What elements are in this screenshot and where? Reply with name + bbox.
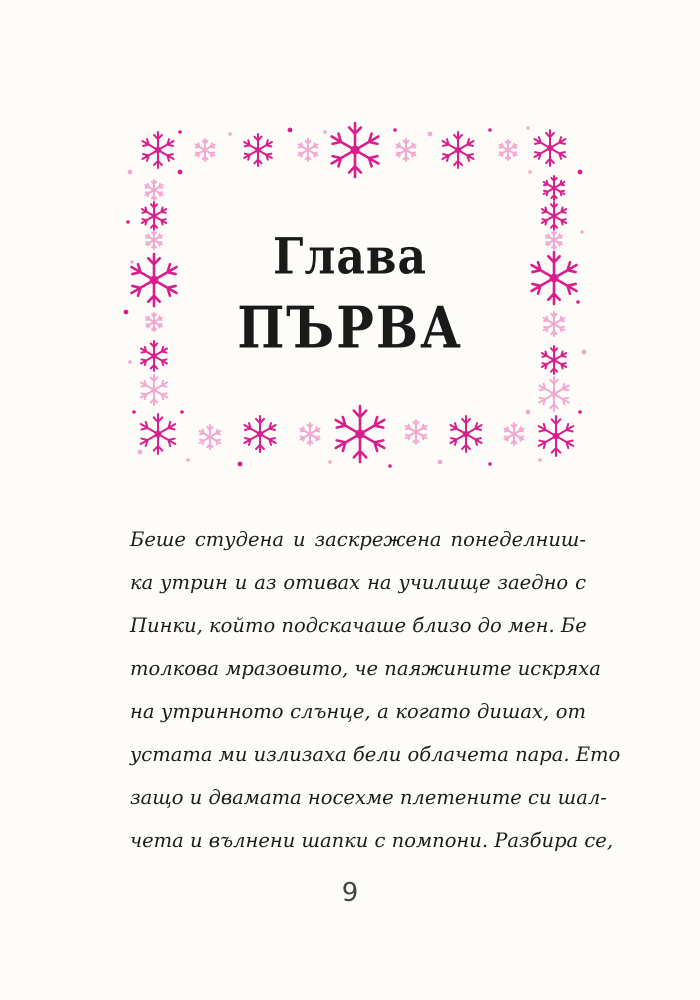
snowflake-icon [539, 377, 568, 411]
snow-dot [428, 132, 433, 137]
snow-dot [178, 170, 183, 175]
text-line: Пинки, който подскачаше близо до мен. Бе [130, 614, 587, 637]
snow-dot [132, 410, 136, 414]
text-line: устата ми излизаха бели облачета пара. Ето [130, 743, 621, 766]
snowflake-icon [539, 416, 574, 456]
snow-dot [393, 128, 397, 132]
snowflake-icon [141, 375, 167, 405]
snowflake-icon [499, 140, 516, 160]
text-line: чета и вълнени шапки с помпони. Разбира се, [130, 829, 614, 852]
page-number: 9 [341, 878, 359, 908]
snow-dot [388, 464, 392, 468]
snow-dot [328, 460, 332, 464]
text-line: защо и двамата носехме плетените си шал- [130, 786, 607, 809]
text-line: Беше студена и заскрежена понеделниш- [130, 528, 586, 551]
snow-dot [128, 170, 133, 175]
snow-dot [528, 170, 532, 174]
snowflake-border [110, 112, 598, 472]
snowflake-icon [336, 406, 384, 462]
snow-dot [438, 460, 443, 465]
snow-dot [180, 410, 184, 414]
snowflake-icon [141, 414, 176, 454]
snowflake-icon [200, 425, 221, 449]
snow-dot [126, 220, 130, 224]
snow-dot [488, 462, 492, 466]
snowflake-icon [195, 139, 214, 161]
snowflake-frame [110, 112, 598, 472]
chapter-heading-word: Глава [273, 228, 427, 287]
snowflake-icon [450, 416, 481, 452]
snowflake-icon [244, 134, 272, 166]
chapter-heading-number: ПЪРВА [237, 293, 463, 362]
snow-dot [228, 132, 232, 136]
snowflake-icon [534, 130, 565, 166]
snow-dot [526, 410, 531, 415]
snow-dot [488, 128, 492, 132]
snowflake-icon [504, 423, 523, 445]
snow-dot [538, 458, 542, 462]
snow-dot [288, 128, 293, 133]
snowflake-icon [396, 139, 415, 161]
snowflake-icon [300, 423, 319, 445]
snowflake-icon [244, 416, 275, 452]
snowflake-icon [542, 202, 566, 230]
snowflake-icon [332, 123, 379, 177]
snow-dot [578, 170, 583, 175]
snowflake-icon [544, 176, 565, 200]
snow-dot [323, 130, 327, 134]
body-paragraph [130, 518, 621, 862]
snowflake-icon [142, 132, 173, 168]
snowflake-icon [142, 202, 166, 230]
snow-dot [238, 462, 243, 467]
text-line: на утринното слънце, а когато дишах, от [130, 700, 586, 723]
text-line: ка утрин и аз отивах на училище заедно с [130, 571, 586, 594]
snow-dot [138, 450, 143, 455]
snow-dot [526, 126, 530, 130]
snowflake-icon [442, 132, 473, 168]
snowflake-icon [406, 420, 427, 444]
snow-dot [578, 410, 582, 414]
snow-dot [186, 458, 190, 462]
snow-dot [178, 130, 182, 134]
snowflake-icon [145, 180, 162, 200]
text-line: толкова мразовито, че паяжините искряха [130, 657, 601, 680]
snowflake-icon [298, 139, 317, 161]
